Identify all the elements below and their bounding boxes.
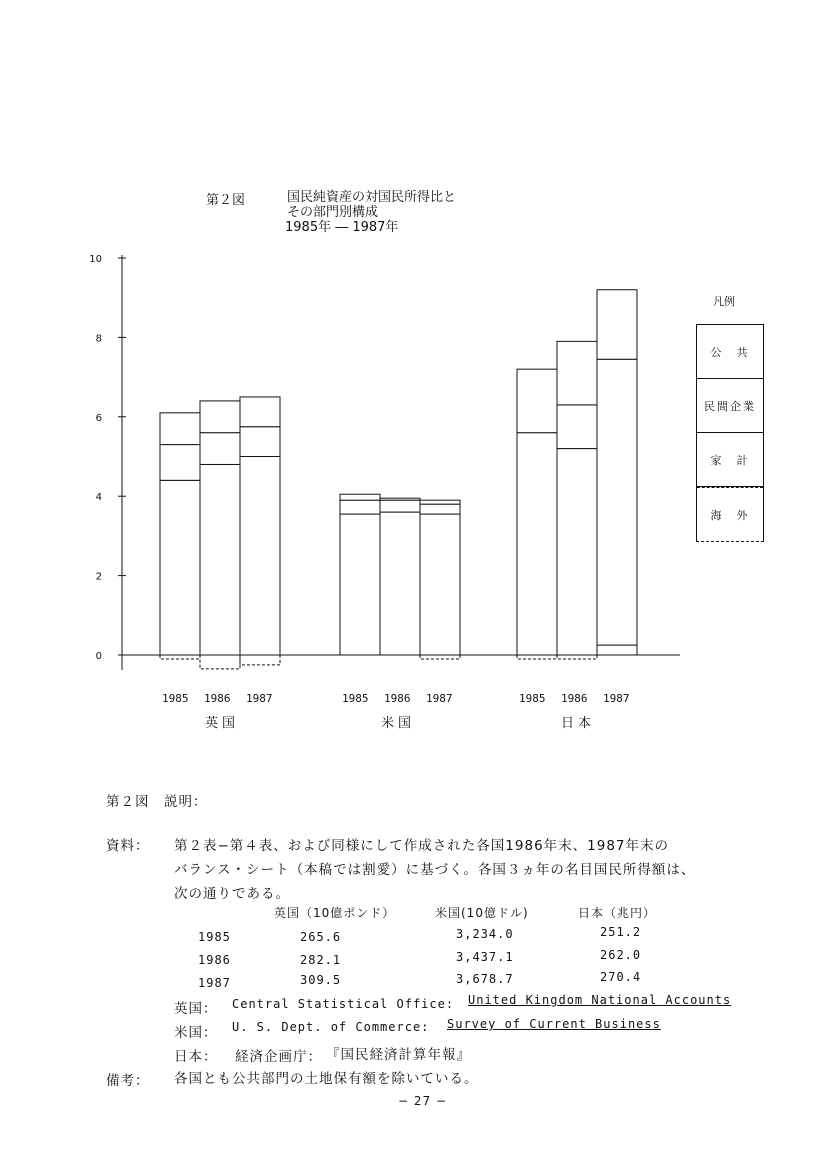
x-tick-label: 1986: [384, 692, 411, 705]
table-cell-us: 3,234.0: [456, 927, 514, 941]
bar-segment-corporate: [557, 405, 597, 449]
source-org-jp: 経済企画庁：: [235, 1049, 322, 1065]
table-cell-uk: 282.1: [300, 953, 342, 967]
bar-segment-corporate: [597, 359, 637, 645]
bar-segment-public: [597, 290, 637, 359]
bar-segment-corporate: [340, 500, 380, 514]
bar-segment-household: [340, 514, 380, 655]
legend-title: 凡例: [713, 295, 735, 308]
y-tick-label: 6: [95, 412, 102, 424]
bar-segment-public: [557, 341, 597, 405]
source-pub-us: Survey of Current Business: [447, 1017, 661, 1031]
group-label: 英国: [204, 716, 240, 731]
figure-title-line3: 1985年 ― 1987年: [285, 220, 399, 235]
bar-segment-corporate: [380, 500, 420, 512]
x-tick-label: 1985: [519, 692, 546, 705]
bar-segment-overseas: [160, 655, 200, 659]
bar-segment-overseas: [420, 655, 460, 659]
bar-segment-public: [420, 500, 460, 504]
source-org-us: U. S. Dept. of Commerce:: [232, 1020, 430, 1034]
source-org-uk: Central Statistical Office:: [232, 997, 455, 1011]
figure-label: 第２図: [206, 193, 246, 208]
bar-segment-corporate: [240, 427, 280, 457]
bar-segment-public: [517, 369, 557, 433]
figure-title-line1: 国民純資産の対国民所得比と: [287, 190, 457, 205]
note-text: 各国とも公共部門の土地保有額を除いている。: [174, 1071, 479, 1087]
legend: [696, 324, 764, 542]
bar-segment-household: [380, 512, 420, 655]
group-label: 日本: [560, 716, 596, 731]
table-cell-us: 3,678.7: [456, 972, 514, 986]
bar-segment-household: [200, 464, 240, 655]
bar-segment-overseas: [557, 655, 597, 659]
x-tick-label: 1987: [603, 692, 630, 705]
y-tick-label: 4: [95, 492, 102, 504]
table-cell-jp: 262.0: [600, 948, 642, 962]
y-tick-label: 8: [95, 333, 102, 345]
bar-segment-household: [557, 449, 597, 655]
source-label: 資料：: [106, 838, 150, 854]
note-label: 備考：: [106, 1073, 150, 1089]
explanation-heading: 第２図 説明：: [106, 794, 208, 810]
source-line1: 第２表−第４表、および同様にして作成された各国1986年末、1987年末の: [174, 838, 670, 854]
bar-segment-household: [420, 514, 460, 655]
page-number: − 27 −: [398, 1094, 448, 1108]
source-country-uk: 英国：: [174, 1001, 218, 1017]
figure-title-line2: その部門別構成: [287, 205, 379, 220]
table-cell-jp: 270.4: [600, 970, 642, 984]
bar-segment-corporate: [160, 445, 200, 481]
group-label: 米国: [380, 716, 416, 731]
bar-segment-public: [380, 498, 420, 500]
table-cell-us: 3,437.1: [456, 950, 514, 964]
y-tick-label: 10: [89, 254, 102, 265]
bar-segment-public: [340, 494, 380, 500]
source-pub-jp: 『国民経済計算年報』: [326, 1047, 471, 1063]
table-header-jp: 日本（兆円）: [578, 906, 657, 920]
bar-segment-public: [200, 401, 240, 433]
source-line2: バランス・シート（本稿では割愛）に基づく。各国３ヵ年の名目国民所得額は、: [174, 862, 696, 878]
table-row-year: 1987: [198, 976, 231, 990]
x-tick-label: 1986: [561, 692, 588, 705]
source-country-jp: 日本：: [174, 1049, 218, 1065]
legend-item-overseas: 海 外: [697, 487, 763, 541]
bar-segment-public: [240, 397, 280, 427]
table-header-uk: 英国（10億ポンド）: [274, 906, 396, 920]
table-cell-uk: 309.5: [300, 973, 342, 987]
bar-segment-overseas: [200, 655, 240, 669]
table-cell-uk: 265.6: [300, 930, 342, 944]
legend-item-household: 家 計: [697, 433, 763, 487]
bar-segment-household: [597, 645, 637, 655]
bar-segment-household: [240, 457, 280, 656]
bar-segment-corporate: [200, 433, 240, 465]
bar-segment-corporate: [420, 504, 460, 514]
bar-segment-overseas: [517, 655, 557, 659]
source-pub-uk: United Kingdom National Accounts: [468, 993, 732, 1007]
bar-segment-household: [160, 480, 200, 655]
legend-item-public: 公 共: [697, 325, 763, 379]
source-line3: 次の通りである。: [174, 886, 290, 902]
y-tick-label: 2: [95, 571, 102, 583]
bar-segment-household: [517, 433, 557, 655]
x-tick-label: 1986: [204, 692, 231, 705]
y-tick-label: 0: [95, 651, 102, 662]
bar-segment-public: [160, 413, 200, 445]
table-header-us: 米国(10億ドル): [435, 906, 529, 920]
x-tick-label: 1987: [426, 692, 453, 705]
x-tick-label: 1985: [162, 692, 189, 705]
source-country-us: 米国：: [174, 1025, 218, 1041]
table-row-year: 1986: [198, 953, 231, 967]
x-tick-label: 1985: [342, 692, 369, 705]
table-row-year: 1985: [198, 930, 231, 944]
table-cell-jp: 251.2: [600, 925, 642, 939]
legend-item-corporate: 民間企業: [697, 379, 763, 433]
bar-segment-overseas: [240, 655, 280, 665]
x-tick-label: 1987: [246, 692, 273, 705]
